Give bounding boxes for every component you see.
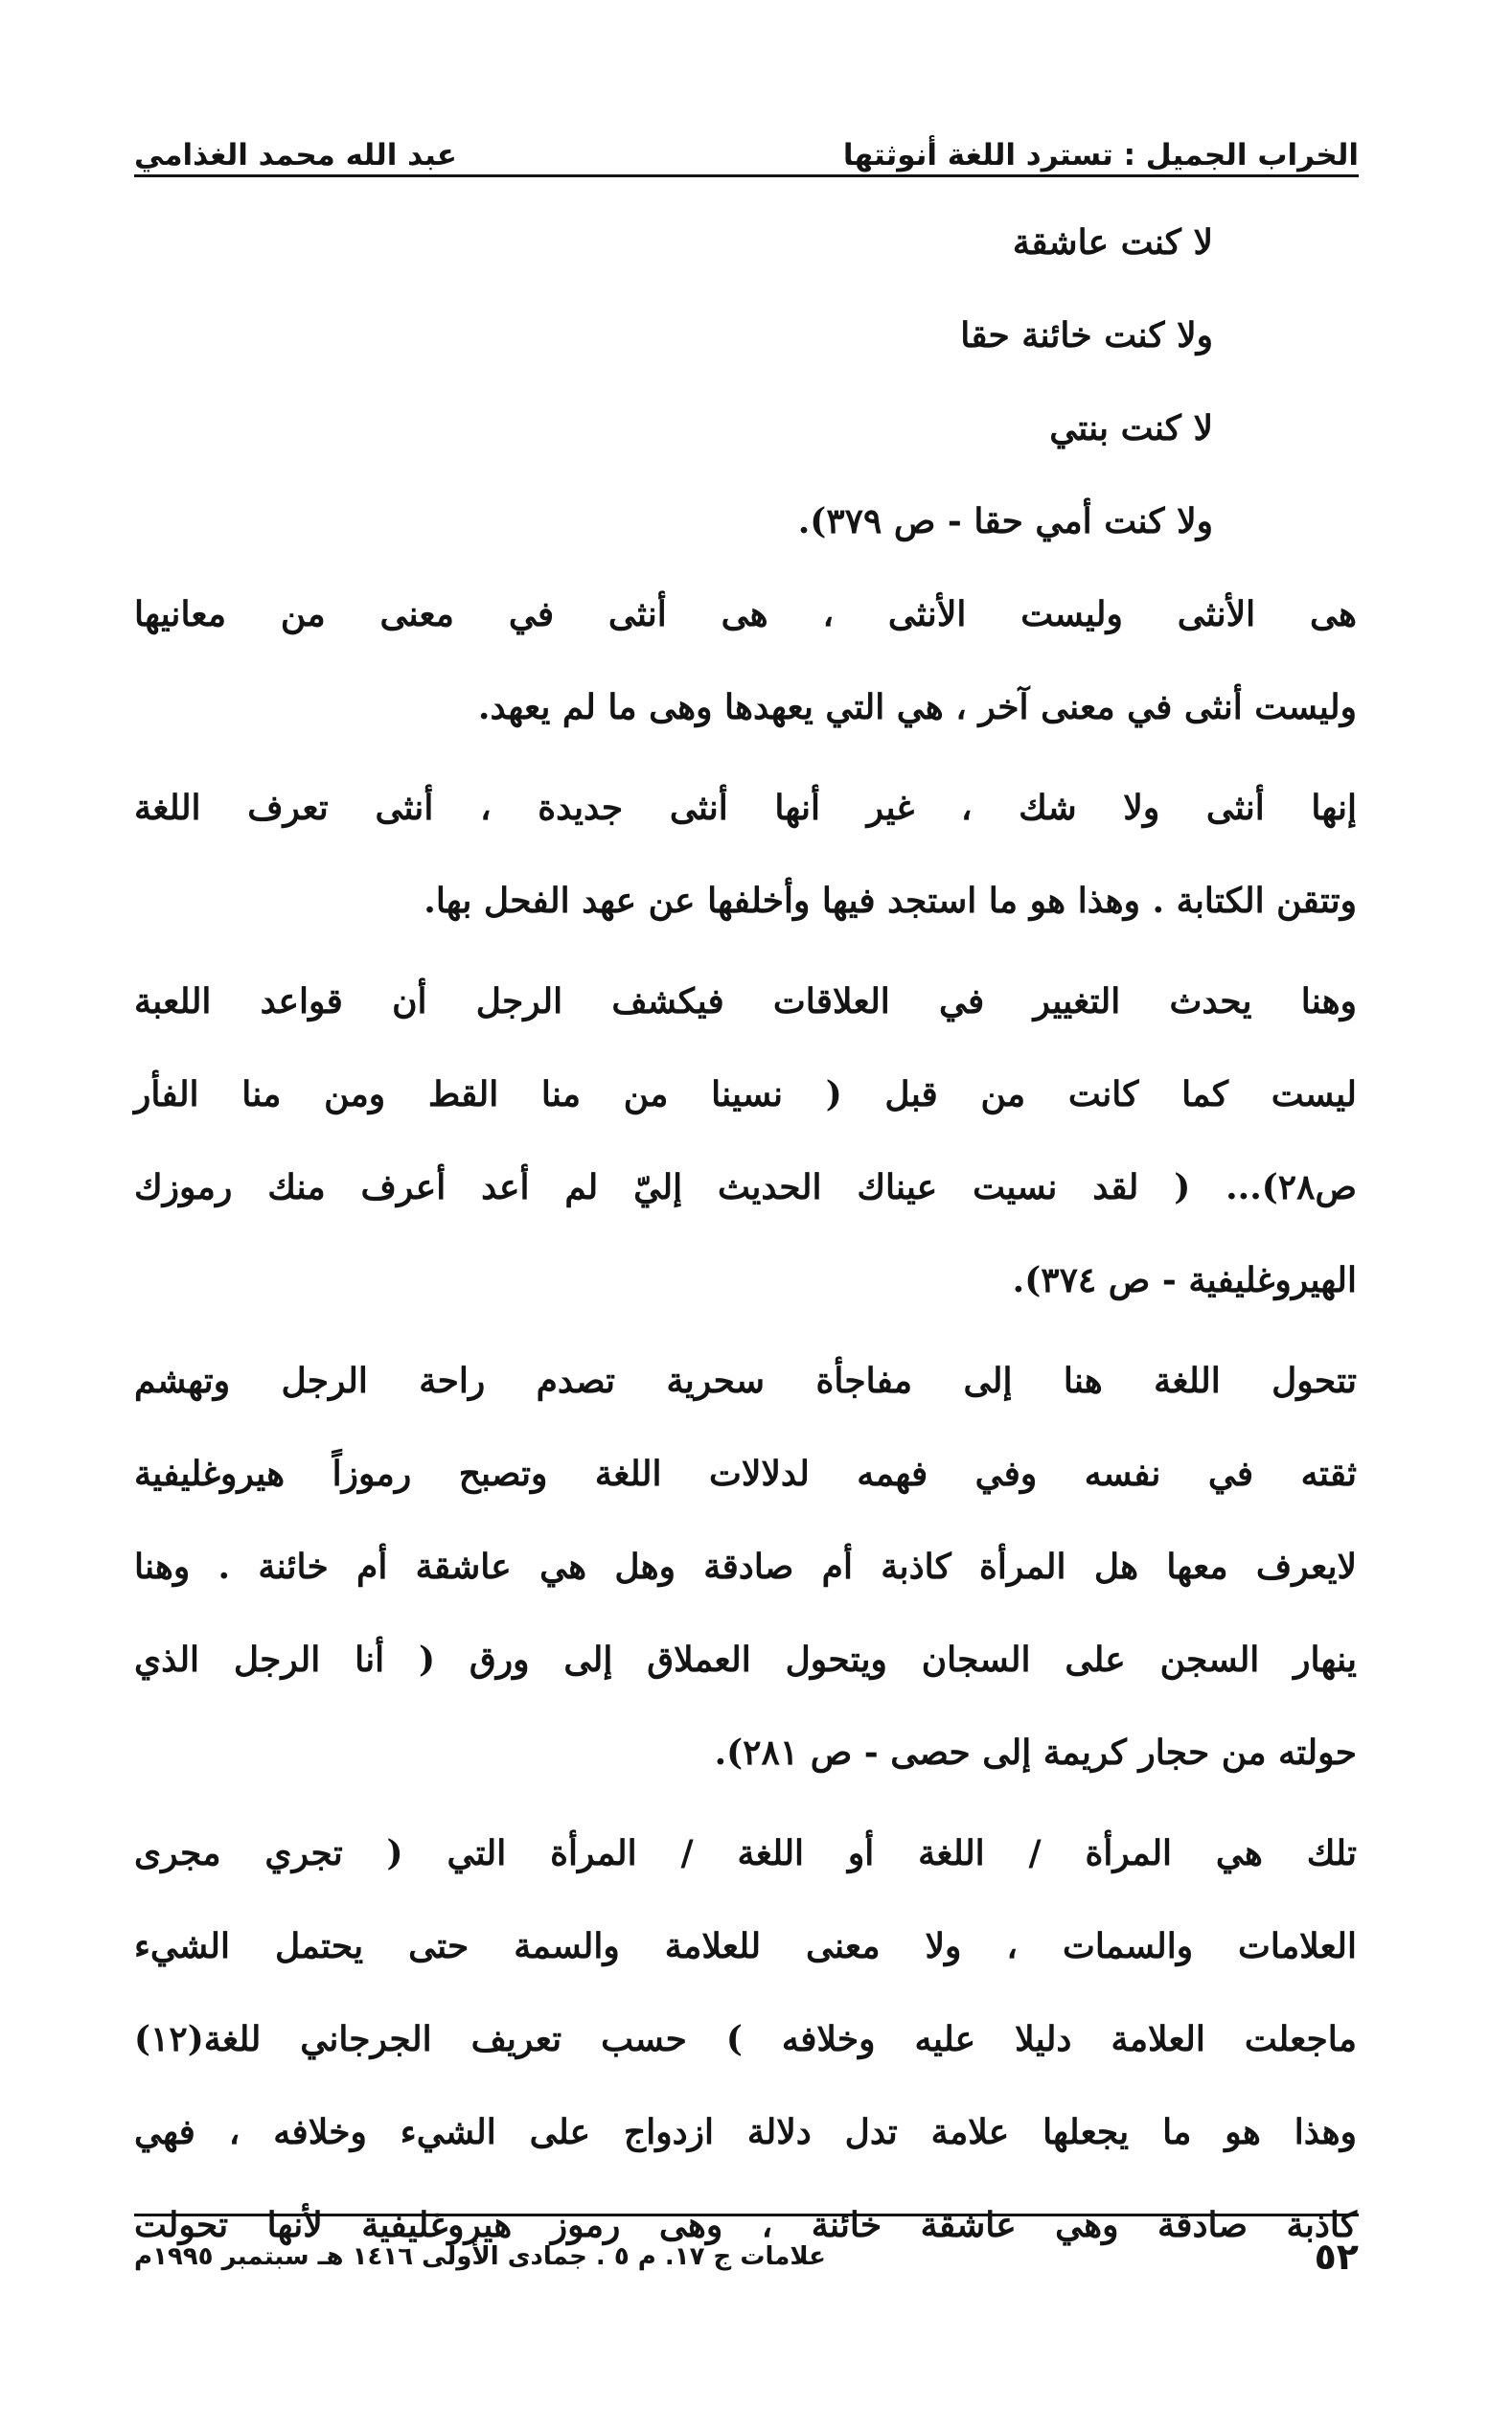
- page-number: ٥٢: [1314, 2236, 1359, 2278]
- body-text: [134, 196, 1357, 2280]
- paragraph-line: حولته من حجار كريمة إلى حصى - ص ٢٨١).: [714, 1733, 1357, 1773]
- header-rule: [134, 174, 1359, 177]
- paragraph: [134, 1335, 1357, 1800]
- header-title: الخراب الجميل : تسترد اللغة أنوثتها: [842, 138, 1359, 172]
- paragraph-line: وليست أنثى في معنى آخر ، هي التي يعهدها وهى ما لم يعهد.: [477, 687, 1357, 727]
- verse-line: ولا كنت أمي حقا - ص ٣٧٩).: [797, 501, 1213, 541]
- verse-line: لا كنت بنتي: [1049, 408, 1213, 448]
- paragraph-line: تتحول اللغة هنا إلى مفاجأة سحرية تصدم راحة الرجل وتهشم: [134, 1361, 1357, 1401]
- paragraph-line: ليست كما كانت من قبل ( نسينا من منا القط ومن منا الفأر: [134, 1074, 1357, 1114]
- paragraph: [134, 955, 1357, 1327]
- paragraph-line: تلك هي المرأة / اللغة أو اللغة / المرأة التي ( تجري مجرى: [134, 1833, 1357, 1873]
- paragraph-line: وهنا يحدث التغيير في العلاقات فيكشف الرجل أن قواعد اللعبة: [134, 981, 1357, 1021]
- paragraph-line: وتتقن الكتابة . وهذا هو ما استجد فيها وأخلفها عن عهد الفحل بها.: [424, 881, 1357, 921]
- paragraph-line: هى الأنثى وليست الأنثى ، هى أنثى في معنى من معانيها: [134, 594, 1357, 634]
- paragraph-line: ثقته في نفسه وفي فهمه لدلالات اللغة وتصبح رموزاً هيروغليفية: [134, 1454, 1357, 1494]
- paragraph: [134, 568, 1357, 754]
- paragraph-line: ينهار السجن على السجان ويتحول العملاق إلى ورق ( أنا الرجل الذي: [134, 1640, 1357, 1680]
- paragraph-line: ص٢٨)... ( لقد نسيت عيناك الحديث إليّ لم أعد أعرف منك رموزك: [134, 1167, 1357, 1207]
- paragraph-line: إنها أنثى ولا شك ، غير أنها أنثى جديدة ، أنثى تعرف اللغة: [134, 788, 1357, 828]
- page-footer: [134, 2233, 1359, 2281]
- paragraph: [134, 1807, 1357, 2272]
- paragraph-line: كاذبة صادقة وهي عاشقة خائنة ، وهى رموز هيروغليفية لأنها تحولت: [134, 2205, 1357, 2245]
- footer-rule: [134, 2214, 1359, 2216]
- issue-info: علامات ج ١٧. م ٥ . جمادى الأولى ١٤١٦ هـ سبتمبر ١٩٩٥م: [134, 2242, 826, 2271]
- paragraph-line: لايعرف معها هل المرأة كاذبة أم صادقة وهل هي عاشقة أم خائنة . وهنا: [134, 1547, 1357, 1587]
- header-author: عبد الله محمد الغذامي: [134, 138, 457, 172]
- paragraph-line: العلامات والسمات ، ولا معنى للعلامة والسمة حتى يحتمل الشيء: [134, 1926, 1357, 1966]
- paragraph-line: وهذا هو ما يجعلها علامة تدل دلالة ازدواج على الشيء وخلافه ، فهي: [134, 2112, 1357, 2152]
- verse-line: ولا كنت خائنة حقا: [960, 315, 1213, 356]
- verse-line: لا كنت عاشقة: [1012, 222, 1213, 263]
- paragraph-line: ماجعلت العلامة دليلا عليه وخلافه ) حسب تعريف الجرجاني للغة(١٢): [134, 2019, 1357, 2059]
- running-header: [134, 103, 1359, 172]
- paragraph: [134, 762, 1357, 948]
- paragraph-line: الهيروغليفية - ص ٣٧٤).: [1012, 1260, 1357, 1300]
